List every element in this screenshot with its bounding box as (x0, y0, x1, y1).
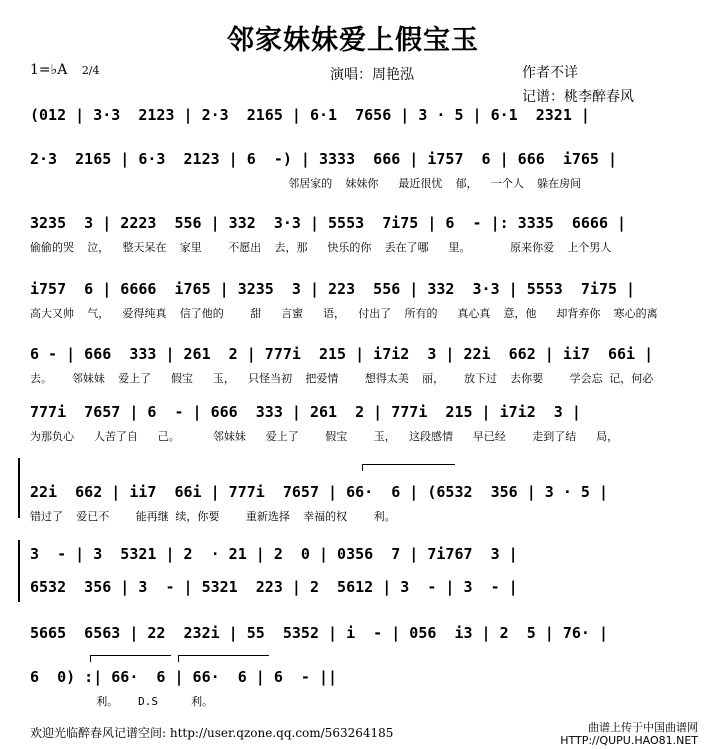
singer: 演唱：周艳泓 (330, 67, 414, 83)
song-title: 邻家妹妹爱上假宝玉 (227, 25, 479, 56)
row-notes: 3 - | 3 5321 | 2 · 21 | 2 0 | 0356 7 | 7i767 3 | (30, 545, 518, 563)
credit-line-1: 曲谱上传于中国曲谱网 (588, 721, 698, 734)
time-signature: 2/4 (81, 64, 100, 77)
row-lyrics: 错过了 爱已不 能再继 续，你要 重新选择 幸福的权 利。 (30, 510, 396, 523)
row-lyrics: 去。 邻妹妹 爱上了 假宝 玉， 只怪当初 把爱情 想得太美 丽， 放下过 去你要 学会忘 记，何必 (30, 372, 654, 385)
row-notes: 777i 7657 | 6 - | 666 333 | 261 2 | 777i 215 | i7i2 3 | (30, 403, 581, 421)
row-lyrics: 为那负心 人苦了自 己。 邻妹妹 爱上了 假宝 玉， 这段感情 早已经 走到了结 局， (30, 430, 619, 443)
row-lyrics: 邻居家的 妹妹你 最近很忧 郁， 一个人 躲在房间 (30, 177, 582, 190)
row-lyrics: 高大又帅 气， 爱得纯真 信了他的 甜 言蜜 语， 付出了 所有的 真心真 意，他 却背弃你 寒心的离 (30, 307, 658, 320)
volta-bracket (178, 655, 269, 662)
footer-text: 欢迎光临醉春风记谱空间: http://user.qzone.qq.com/563264185 (30, 726, 394, 740)
key-text: 1=♭A (30, 62, 68, 78)
system-bracket (18, 540, 20, 602)
row-notes: 6 0) :| 66· 6 | 66· 6 | 6 - || (30, 668, 338, 686)
composer: 作者不详 (522, 65, 578, 81)
volta-bracket (362, 464, 455, 471)
row-lyrics: 偷偷的哭 泣， 整天呆在 家里 不愿出 去，那 快乐的你 丢在了哪 里。 原来你爱 上个男人 (30, 241, 612, 254)
row-lyrics: 利。 D.S 利。 (30, 695, 214, 708)
credit-line-2: HTTP://QUPU.HAO81.NET (560, 734, 698, 747)
site-credit (560, 721, 698, 747)
key-signature (30, 62, 100, 78)
row-notes: 5665 6563 | 22 232i | 55 5352 | i - | 056 i3 | 2 5 | 76· | (30, 624, 608, 642)
row-notes: 3235 3 | 2223 556 | 332 3·3 | 5553 7i75 | 6 - |: 3335 6666 | (30, 214, 627, 232)
row-notes: 6532 356 | 3 - | 5321 223 | 2 5612 | 3 - | 3 - | (30, 578, 518, 596)
volta-bracket (90, 655, 171, 662)
system-bracket (18, 458, 20, 518)
row-notes: 2·3 2165 | 6·3 2123 | 6 -) | 3333 666 | i757 6 | 666 i765 | (30, 150, 617, 168)
row-notes: (012 | 3·3 2123 | 2·3 2165 | 6·1 7656 | 3 · 5 | 6·1 2321 | (30, 106, 590, 124)
row-notes: i757 6 | 6666 i765 | 3235 3 | 223 556 | 332 3·3 | 5553 7i75 | (30, 280, 636, 298)
row-notes: 6 - | 666 333 | 261 2 | 777i 215 | i7i2 3 | 22i 662 | ii7 66i | (30, 345, 654, 363)
row-notes: 22i 662 | ii7 66i | 777i 7657 | 66· 6 | (6532 356 | 3 · 5 | (30, 483, 608, 501)
transcriber: 记谱：桃李醉春风 (522, 89, 634, 105)
